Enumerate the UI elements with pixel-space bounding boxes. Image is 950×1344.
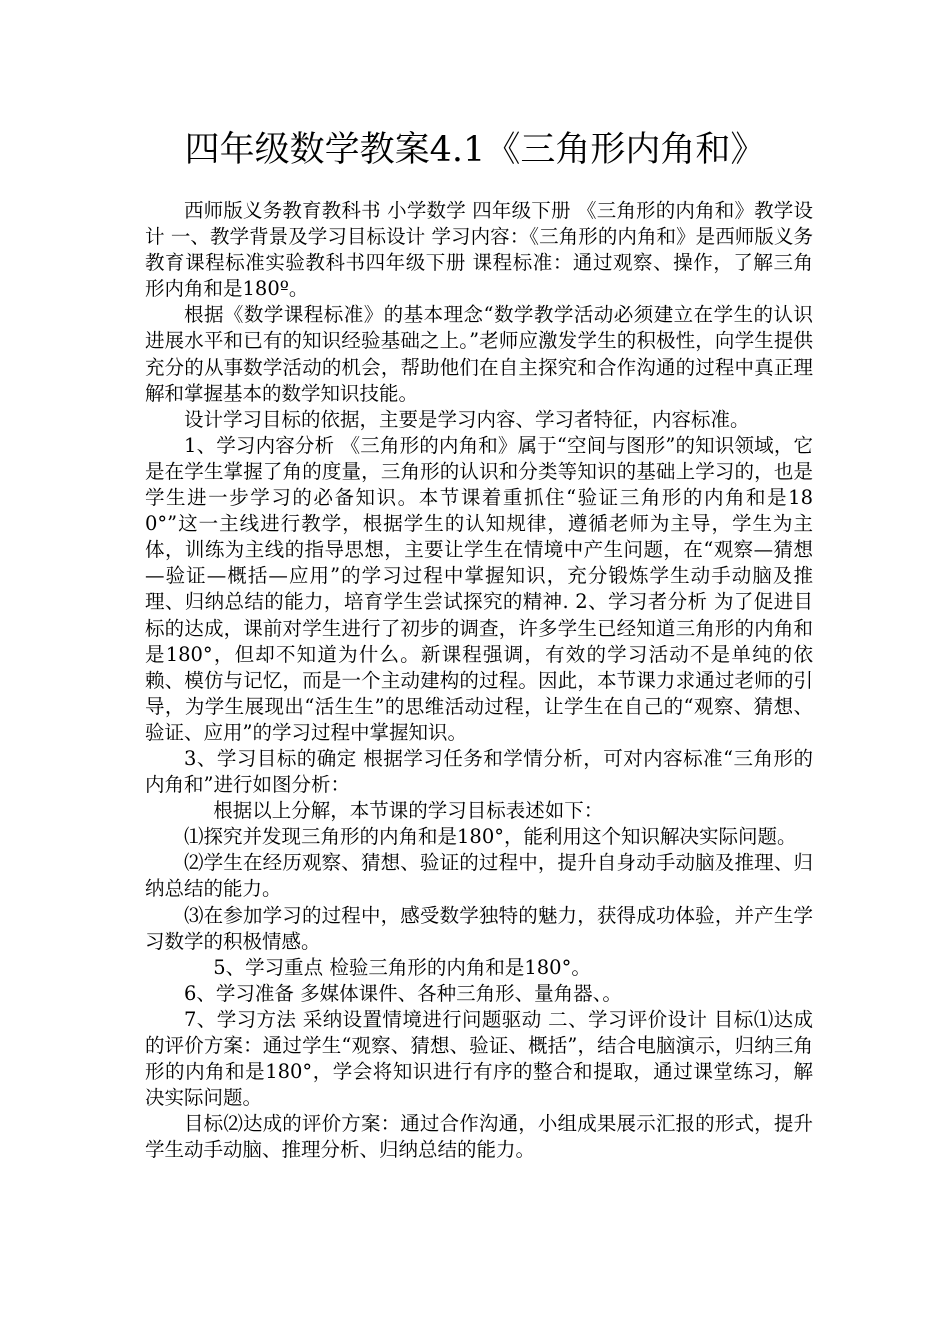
- paragraph-goal-determination: 3、学习目标的确定 根据学习任务和学情分析，可对内容标准“三角形的内角和”进行如图分析：: [145, 746, 813, 797]
- paragraph-goal-basis: 设计学习目标的依据，主要是学习内容、学习者特征，内容标准。: [184, 407, 750, 431]
- paragraph-goal-1: ⑴探究并发现三角形的内角和是180°，能利用这个知识解决实际问题。: [184, 825, 797, 849]
- paragraph-curriculum-basis: 根据《数学课程标准》的基本理念“数学教学活动必须建立在学生的认识进展水平和已有的知识经验基础之上。”老师应激发学生的积极性，向学生提供充分的从事数学活动的机会，帮助他们在自主探究和合作沟通的过程中真正理解和掌握基本的数学知识技能。: [145, 303, 813, 405]
- paragraph-goal-2: ⑵学生在经历观察、猜想、验证的过程中，提升自身动手动脑及推理、归纳总结的能力。: [145, 851, 813, 901]
- document-body: [145, 198, 813, 1163]
- paragraph-intro: 西师版义务教育教科书 小学数学 四年级下册 《三角形的内角和》教学设计 一、教学背景及学习目标设计 学习内容：《三角形的内角和》是西师版义务教育课程标准实验教科书四年级下册 课程标准：通过观察、操作，了解三角形内角和是180º。: [145, 199, 813, 301]
- paragraph-key-point: 5、学习重点 检验三角形的内角和是180°。: [213, 955, 591, 979]
- paragraph-method-evaluation: 7、学习方法 采纳设置情境进行问题驱动 二、学习评价设计 目标⑴达成的评价方案：通过学生“观察、猜想、验证、概括”，结合电脑演示，归纳三角形的内角和是180°，学会将知识进行有序的整合和提取，通过课堂练习，解决实际问题。: [145, 1007, 813, 1110]
- paragraph-content-analysis: 1、学习内容分析 《三角形的内角和》属于“空间与图形”的知识领域，它是在学生掌握了角的度量，三角形的认识和分类等知识的基础上学习的，也是学生进一步学习的必备知识。本节课着重抓住“验证三角形的内角和是180°”这一主线进行教学，根据学生的认知规律，遵循老师为主导，学生为主体，训练为主线的指导思想，主要让学生在情境中产生问题，在“观察—猜想—验证—概括—应用”的学习过程中掌握知识，充分锻炼学生动手动脑及推理、归纳总结的能力，培育学生尝试探究的精神. 2、学习者分析 为了促进目标的达成，课前对学生进行了初步的调查，许多学生已经知道三角形的内角和是180°，但却不知道为什么。新课程强调，有效的学习活动不是单纯的依赖、模仿与记忆，而是一个主动建构的过程。因此，本节课力求通过老师的引导，为学生展现出“活生生”的思维活动过程，让学生在自己的“观察、猜想、验证、应用”的学习过程中掌握知识。: [145, 433, 813, 744]
- document-title: 四年级数学教案4.1《三角形内角和》: [184, 130, 766, 170]
- paragraph-evaluation-goal-2: 目标⑵达成的评价方案：通过合作沟通，小组成果展示汇报的形式，提升学生动手动脑、推理分析、归纳总结的能力。: [145, 1112, 813, 1162]
- paragraph-goal-3: ⑶在参加学习的过程中，感受数学独特的魅力，获得成功体验，并产生学习数学的积极情感。: [145, 903, 813, 953]
- paragraph-preparation: 6、学习准备 多媒体课件、各种三角形、量角器、。: [184, 981, 622, 1005]
- paragraph-goal-statement: 根据以上分解，本节课的学习目标表述如下：: [213, 799, 604, 823]
